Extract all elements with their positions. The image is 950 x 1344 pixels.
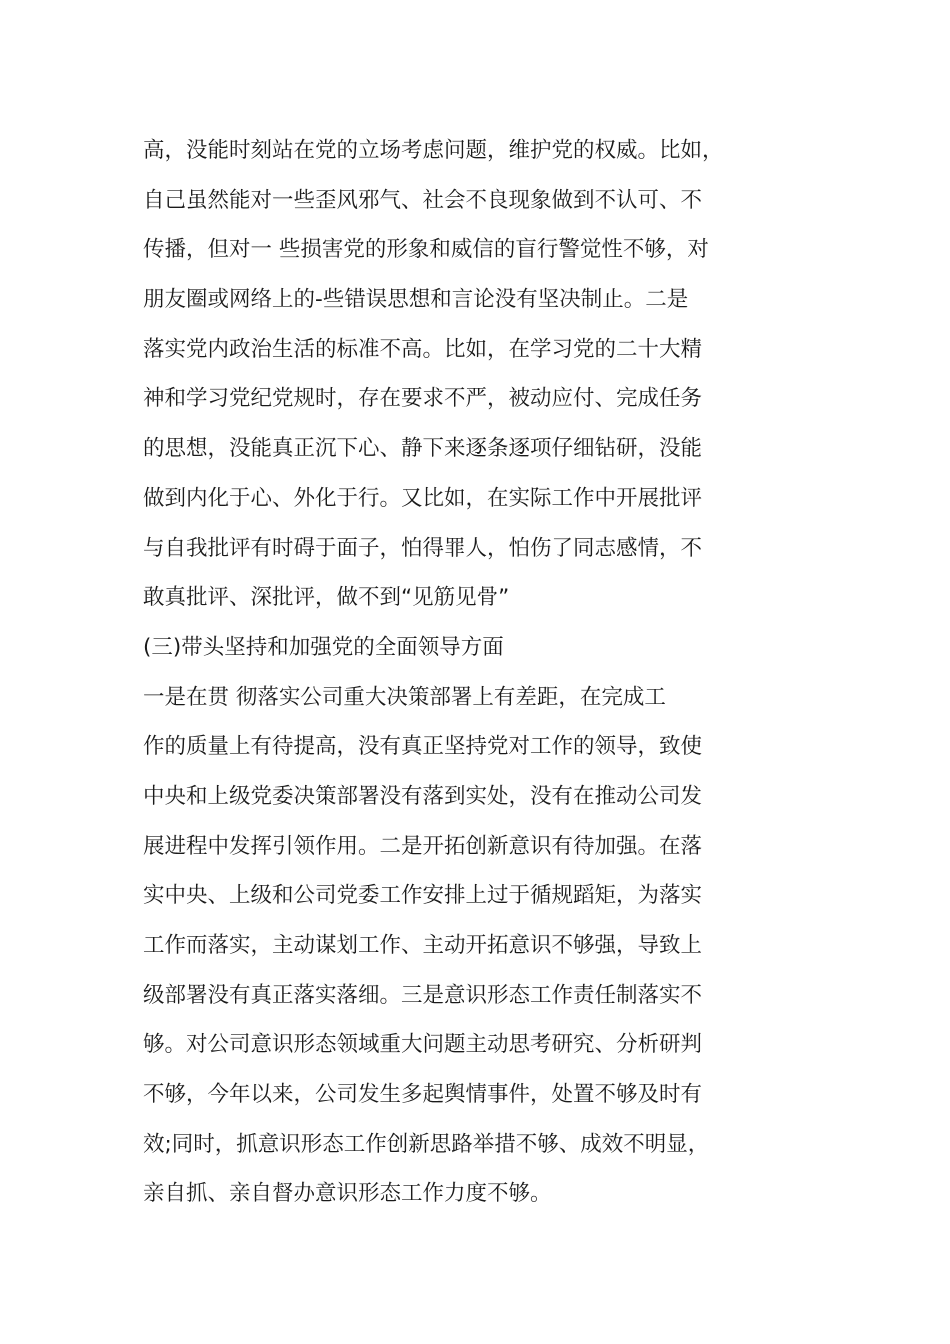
text-line: 够。对公司意识形态领域重大问题主动思考研究、分析研判 bbox=[143, 1032, 703, 1058]
text-line: 不够，今年以来，公司发生多起舆情事件，处置不够及时有 bbox=[143, 1082, 703, 1108]
text-line: 亲自抓、亲自督办意识形态工作力度不够。 bbox=[143, 1181, 552, 1207]
text-line: 传播，但对一 些损害党的形象和威信的盲行警觉性不够，对 bbox=[143, 237, 709, 263]
text-line: 与自我批评有时碍于面子，怕得罪人，怕伤了同志感情，不 bbox=[143, 535, 703, 561]
text-line: 中央和上级党委决策部署没有落到实处，没有在推动公司发 bbox=[143, 783, 703, 809]
text-line: 一是在贯 彻落实公司重大决策部署上有差距，在完成工 bbox=[143, 684, 666, 710]
text-line: 朋友圈或网络上的-些错误思想和言论没有坚决制止。二是 bbox=[143, 287, 689, 313]
text-line: 神和学习党纪党规时，存在要求不严，被动应付、完成任务 bbox=[143, 386, 703, 412]
text-line: 敢真批评、深批评，做不到“见筋见骨” bbox=[143, 585, 510, 611]
text-line: 高，没能时刻站在党的立场考虑问题，维护党的权威。比如， bbox=[143, 138, 724, 163]
text-line: 落实党内政治生活的标准不高。比如，在学习党的二十大精 bbox=[143, 336, 703, 362]
text-line: 展进程中发挥引领作用。二是开拓创新意识有待加强。在落 bbox=[143, 833, 703, 859]
text-line: 实中央、上级和公司党委工作安排上过于循规蹈矩，为落实 bbox=[143, 883, 703, 909]
body-text bbox=[143, 126, 763, 1219]
text-line: 的思想，没能真正沉下心、静下来逐条逐项仔细钻研，没能 bbox=[143, 436, 703, 462]
section-heading: (三)带头坚持和加强党的全面领导方面 bbox=[143, 634, 504, 660]
text-line: 自己虽然能对一些歪风邪气、社会不良现象做到不认可、不 bbox=[143, 187, 703, 213]
text-line: 做到内化于心、外化于行。又比如，在实际工作中开展批评 bbox=[143, 485, 703, 511]
text-line: 作的质量上有待提高，没有真正坚持党对工作的领导，致使 bbox=[143, 734, 703, 760]
text-line: 工作而落实，主动谋划工作、主动开拓意识不够强，导致上 bbox=[143, 933, 703, 958]
text-line: 级部署没有真正落实落细。三是意识形态工作责任制落实不 bbox=[143, 982, 703, 1008]
text-line: 效;同时，抓意识形态工作创新思路举措不够、成效不明显， bbox=[143, 1131, 710, 1157]
